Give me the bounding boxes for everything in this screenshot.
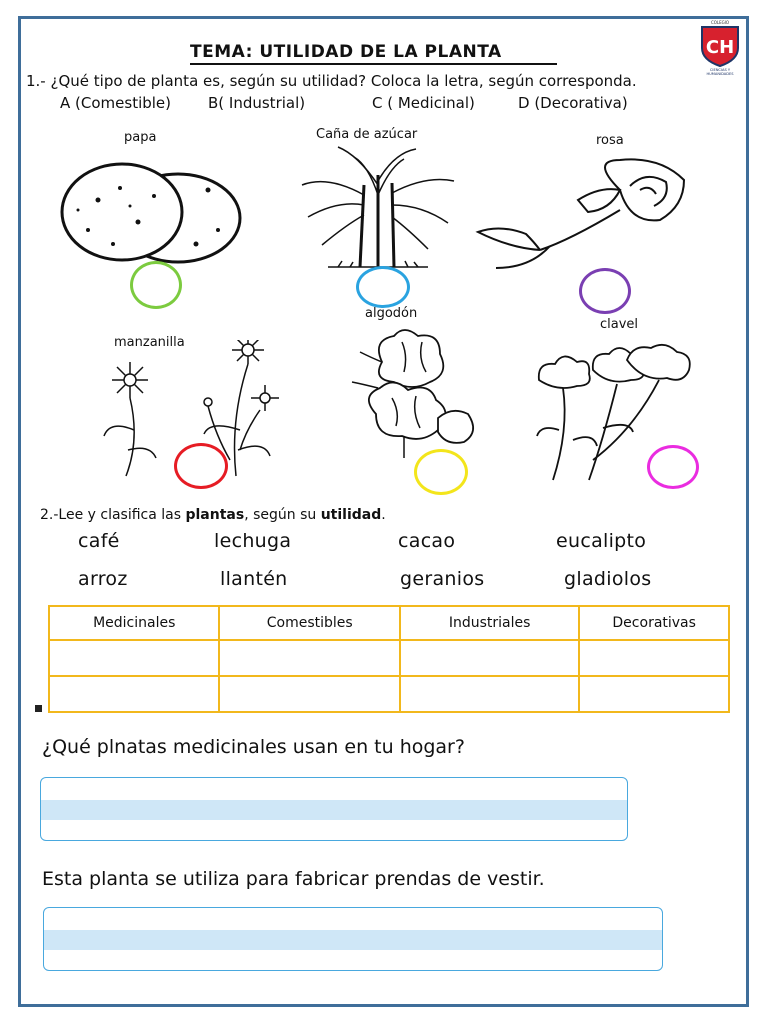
word-eucalipto: eucalipto (556, 530, 647, 552)
word-cafe: café (78, 530, 120, 552)
table-cell[interactable] (579, 640, 729, 676)
sugarcane-drawing-icon (298, 145, 458, 273)
header-comestibles: Comestibles (219, 606, 399, 640)
table-cell[interactable] (400, 640, 579, 676)
plant-label-manzanilla: manzanilla (114, 335, 185, 350)
answer-box-medicinales[interactable] (40, 777, 628, 841)
answer-circle-rosa[interactable] (579, 268, 631, 314)
table-cell[interactable] (49, 640, 219, 676)
answer-circle-algodon[interactable] (414, 449, 468, 495)
table-cell[interactable] (49, 676, 219, 712)
header-decorativas: Decorativas (579, 606, 729, 640)
answer-circle-cana[interactable] (356, 266, 410, 308)
table-cell[interactable] (579, 676, 729, 712)
question-4: Esta planta se utiliza para fabricar prendas de vestir. (42, 868, 545, 890)
word-lechuga: lechuga (214, 530, 292, 552)
word-llanten: llantén (220, 568, 288, 590)
option-a: A (Comestible) (60, 94, 172, 112)
option-d: D (Decorativa) (518, 94, 628, 112)
question-3: ¿Qué plnatas medicinales usan en tu hogar? (42, 736, 465, 758)
cotton-drawing-icon (342, 322, 482, 460)
plant-label-papa: papa (124, 130, 157, 145)
svg-text:HUMANIDADES: HUMANIDADES (706, 72, 734, 76)
potato-drawing-icon (58, 160, 244, 265)
page-title: TEMA: UTILIDAD DE LA PLANTA (190, 42, 502, 62)
plant-label-cana: Caña de azúcar (316, 127, 418, 142)
word-cacao: cacao (398, 530, 456, 552)
header-industriales: Industriales (400, 606, 579, 640)
plant-label-algodon: algodón (365, 306, 418, 321)
school-logo (694, 18, 746, 76)
table-row (49, 676, 729, 712)
table-row (49, 640, 729, 676)
word-arroz: arroz (78, 568, 128, 590)
plant-label-clavel: clavel (600, 317, 639, 332)
table-cell[interactable] (219, 676, 399, 712)
bullet-icon (35, 705, 42, 712)
option-c: C ( Medicinal) (372, 94, 475, 112)
table-cell[interactable] (400, 676, 579, 712)
answer-box-prendas[interactable] (43, 907, 663, 971)
question-2: 2.-Lee y clasifica las plantas, según su utilidad. (40, 507, 386, 523)
question-1: 1.- ¿Qué tipo de planta es, según su utilidad? Coloca la letra, según corresponda. (26, 72, 637, 90)
classification-table (48, 605, 730, 713)
answer-circle-manzanilla[interactable] (174, 443, 228, 489)
header-medicinales: Medicinales (49, 606, 219, 640)
plant-label-rosa: rosa (596, 133, 624, 148)
answer-circle-papa[interactable] (130, 261, 182, 309)
word-geranios: geranios (400, 568, 485, 590)
answer-circle-clavel[interactable] (647, 445, 699, 489)
table-cell[interactable] (219, 640, 399, 676)
svg-text:COLEGIO: COLEGIO (710, 20, 730, 25)
svg-text:CH: CH (705, 37, 735, 58)
option-b: B( Industrial) (208, 94, 306, 112)
svg-text:CIENCIAS Y: CIENCIAS Y (709, 68, 731, 72)
word-gladiolos: gladiolos (564, 568, 652, 590)
rose-drawing-icon (470, 150, 692, 272)
